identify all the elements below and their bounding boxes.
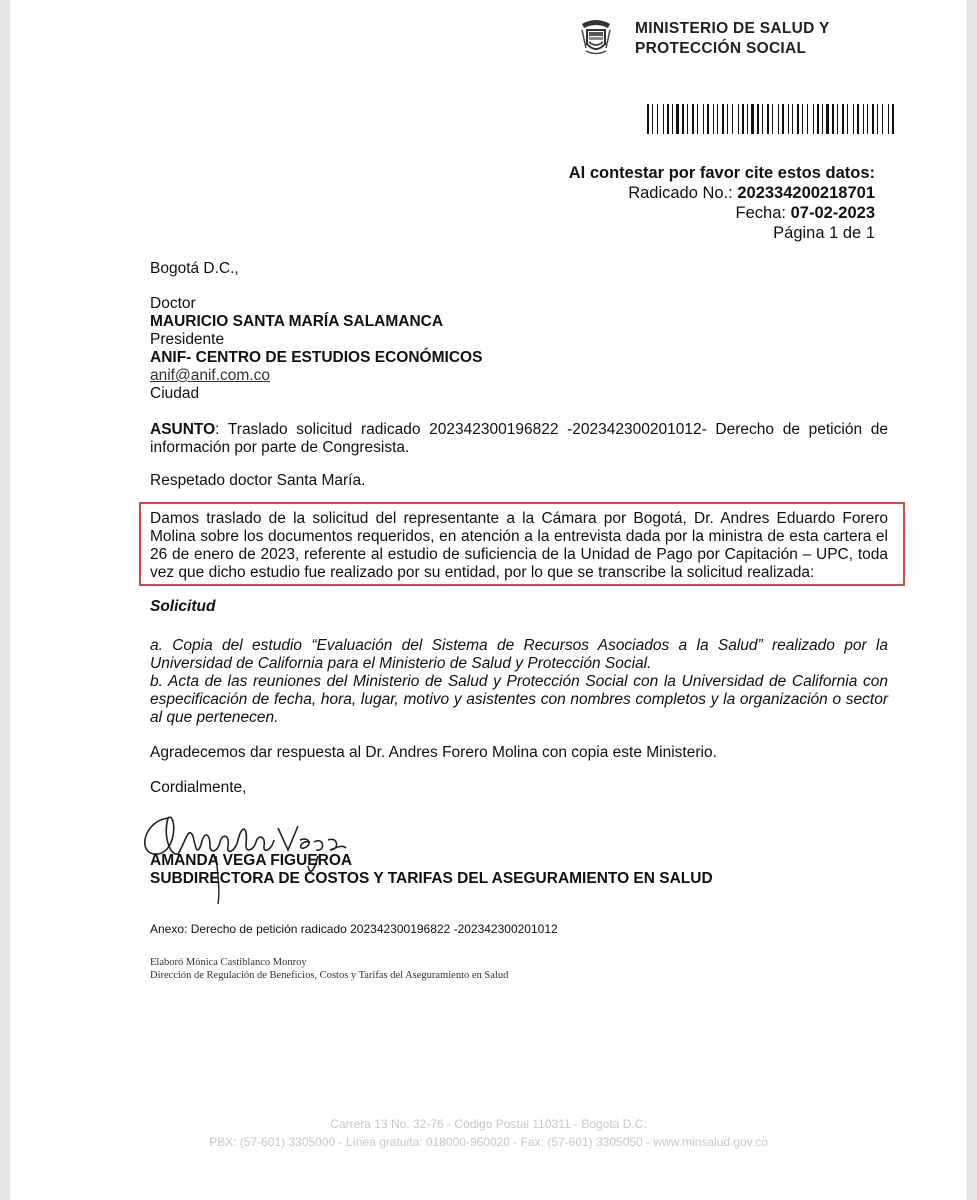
radicado-value: 202334200218701 <box>737 184 875 202</box>
ministry-name <box>635 19 830 59</box>
asunto-text: : Traslado solicitud radicado 202342300196822 -202342300201012- Derecho de petición de información por parte de Congresista. <box>150 421 888 456</box>
footer-contact: PBX: (57-601) 3305000 - Línea gratuita: 018000-960020 - Fax: (57-601) 3305050 - www.minsalud.gov.co <box>209 1135 768 1149</box>
recipient-name: MAURICIO SANTA MARÍA SALAMANCA <box>150 313 444 330</box>
fecha-line <box>569 203 875 223</box>
elaboro-line: Elaboró Mónica Castiblanco Monroy <box>150 957 307 968</box>
closing: Cordialmente, <box>150 779 247 796</box>
barcode-image <box>647 104 895 134</box>
signer-title: SUBDIRECTORA DE COSTOS Y TARIFAS DEL ASEGURAMIENTO EN SALUD <box>150 870 713 887</box>
direccion-line: Dirección de Regulación de Beneficios, Costos y Tarifas del Aseguramiento en Salud <box>150 970 509 981</box>
solicitud-item-b: b. Acta de las reuniones del Ministerio de Salud y Protección Social con la Universidad de California con especificación de fecha, hora, lugar, motivo y asistentes con nombres completos y la organización o sector al que pertenecen. <box>150 673 888 726</box>
ministry-line-2: PROTECCIÓN SOCIAL <box>635 40 807 57</box>
main-paragraph: Damos traslado de la solicitud del representante a la Cámara por Bogotá, Dr. Andres Eduardo Forero Molina sobre los documentos requeridos, en atención a la entrevista dada por la ministra de esta cartera el 26 de enero de 2023, referente al estudio de suficiencia de la Unidad de Pago por Capitación – UPC, toda vez que dicho estudio fue realizado por su entidad, por lo que se transcribe la solicitud realizada: <box>150 510 888 581</box>
solicitud-heading: Solicitud <box>150 598 216 615</box>
footer-address: Carrera 13 No. 32-76 - Código Postal 110311 - Bogotá D.C. <box>330 1117 647 1131</box>
letter-page <box>10 0 967 1200</box>
recipient-salutation-title: Doctor <box>150 295 196 312</box>
fecha-label: Fecha: <box>735 204 786 222</box>
recipient-role: Presidente <box>150 331 225 348</box>
greeting: Respetado doctor Santa María. <box>150 472 366 489</box>
anexo-note: Anexo: Derecho de petición radicado 202342300196822 -202342300201012 <box>150 922 558 936</box>
signer-name: AMANDA VEGA FIGUEROA <box>150 852 353 869</box>
recipient-block <box>150 295 482 403</box>
asunto-label: ASUNTO <box>150 421 216 438</box>
closing-request: Agradecemos dar respuesta al Dr. Andres Forero Molina con copia este Ministerio. <box>150 744 717 761</box>
ministry-line-1: MINISTERIO DE SALUD Y <box>635 20 830 37</box>
colombia-coat-of-arms-icon <box>578 18 614 58</box>
recipient-email-link[interactable]: anif@anif.com.co <box>150 367 270 384</box>
elaboro-block <box>150 956 508 982</box>
cite-block <box>569 163 875 243</box>
city-date: Bogotá D.C., <box>150 260 239 277</box>
solicitud-item-a: a. Copia del estudio “Evaluación del Sistema de Recursos Asociados a la Salud” realizado por la Universidad de California para el Ministerio de Salud y Protección Social. <box>150 637 888 672</box>
radicado-label: Radicado No.: <box>628 184 733 202</box>
recipient-city: Ciudad <box>150 385 200 402</box>
handwritten-signature <box>138 796 368 906</box>
fecha-value: 07-02-2023 <box>790 204 875 222</box>
signer-block <box>150 852 713 888</box>
page-number: Página 1 de 1 <box>773 224 875 242</box>
recipient-org: ANIF- CENTRO DE ESTUDIOS ECONÓMICOS <box>150 349 483 366</box>
asunto-paragraph <box>150 421 888 457</box>
cite-title: Al contestar por favor cite estos datos: <box>568 164 875 182</box>
radicado-line <box>569 183 875 203</box>
